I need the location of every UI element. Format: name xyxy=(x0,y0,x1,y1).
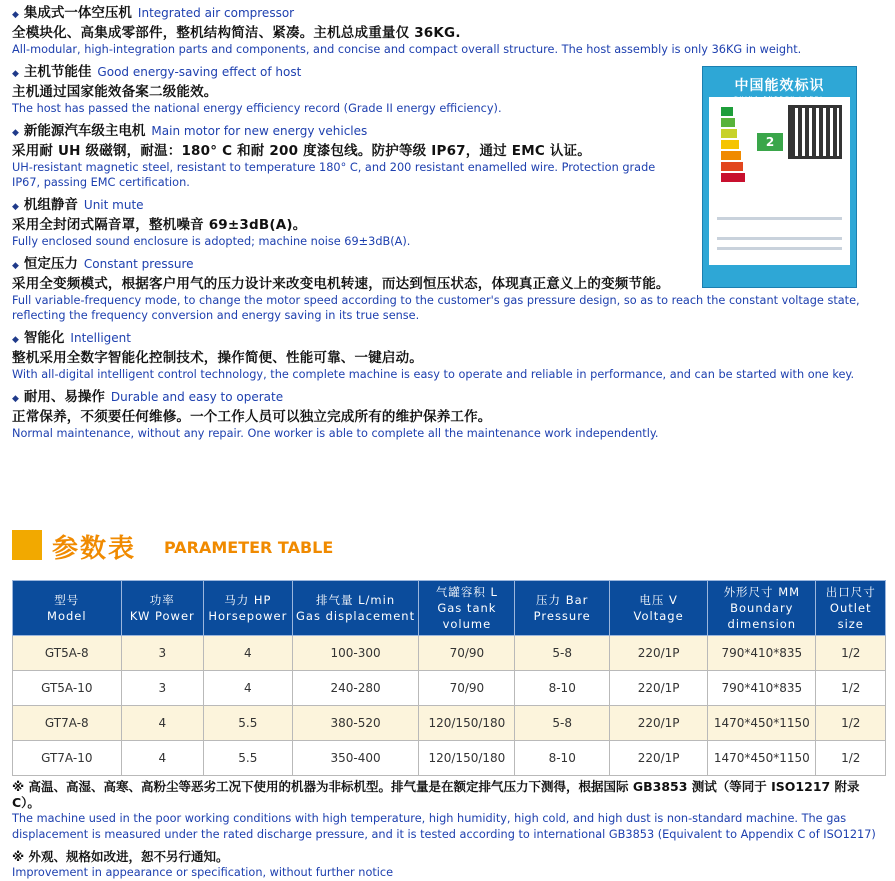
feature-desc-en: Full variable-frequency mode, to change the motor speed according to the customer's gas pressure design, so as to reach the constant voltage state, reflecting the frequency conversion and energy saving in its true sense. xyxy=(12,294,860,322)
table-cell: 100-300 xyxy=(292,636,419,671)
column-header-line: 排气量 L/min xyxy=(316,593,396,607)
feature-desc-cn: 正常保养，不须要任何维修。一个工作人员可以独立完成所有的维护保养工作。 xyxy=(12,409,492,425)
table-cell: 4 xyxy=(204,636,293,671)
diamond-bullet-icon: ◆ xyxy=(12,202,19,212)
column-header-line: 气罐容积 L xyxy=(435,585,498,599)
table-cell: 220/1P xyxy=(610,636,708,671)
energy-bar xyxy=(721,162,743,171)
feature-title-en: Unit mute xyxy=(83,198,144,212)
energy-label-title: 中国能效标识 xyxy=(734,78,825,94)
table-cell: GT5A-8 xyxy=(13,636,122,671)
table-cell: 1/2 xyxy=(816,671,886,706)
feature-title-cn: 机组静音 xyxy=(23,197,78,213)
feature-title-en: Good energy-saving effect of host xyxy=(97,65,302,79)
note-cn: ※ 外观、规格如改进，恕不另行通知。 xyxy=(12,849,229,864)
column-header xyxy=(816,581,886,636)
table-row xyxy=(13,671,886,706)
feature-desc-en: UH-resistant magnetic steel, resistant to temperature 180° C, and 200 resistant enamelled wire. Protection grade IP67, passing EMC certification. xyxy=(12,161,656,189)
feature-title-en: Integrated air compressor xyxy=(137,6,295,20)
energy-bar xyxy=(721,140,739,149)
diamond-bullet-icon: ◆ xyxy=(12,69,19,79)
energy-bar xyxy=(721,129,737,138)
column-header-line: 功率 xyxy=(149,593,175,607)
table-body xyxy=(13,636,886,776)
feature-title-cn: 耐用、易操作 xyxy=(23,389,105,405)
feature-desc-en: Fully enclosed sound enclosure is adopted; machine noise 69±3dB(A). xyxy=(12,235,411,248)
column-header-line: Gas displacement xyxy=(296,609,416,623)
column-header-line: Voltage xyxy=(633,609,684,623)
column-header-line: 压力 Bar xyxy=(536,593,589,607)
heading-en: PARAMETER TABLE xyxy=(164,538,334,557)
table-cell: 1/2 xyxy=(816,706,886,741)
energy-bar xyxy=(721,118,735,127)
feature-desc-cn: 采用全变频模式，根据客户用气的压力设计来改变电机转速，而达到恒压状态，体现真正意义上的变频节能。 xyxy=(12,276,670,292)
table-cell: 8-10 xyxy=(515,671,610,706)
table-cell: 4 xyxy=(121,741,203,776)
energy-label-panel xyxy=(709,97,850,265)
diamond-bullet-icon: ◆ xyxy=(12,128,19,138)
table-cell: 380-520 xyxy=(292,706,419,741)
diamond-bullet-icon: ◆ xyxy=(12,394,19,404)
column-header-line: 型号 xyxy=(54,593,80,607)
energy-bar xyxy=(721,173,745,182)
column-header-line: 电压 V xyxy=(639,593,678,607)
table-cell: 350-400 xyxy=(292,741,419,776)
feature-durable xyxy=(12,388,890,441)
table-cell: 790*410*835 xyxy=(708,671,816,706)
feature-desc-cn: 整机采用全数字智能化控制技术，操作简便、性能可靠、一键启动。 xyxy=(12,350,423,366)
column-header-line: Outlet xyxy=(829,601,872,615)
table-cell: 5.5 xyxy=(204,741,293,776)
energy-grade-bars xyxy=(721,107,747,184)
feature-desc-cn: 全模块化、高集成零部件，整机结构简洁、紧凑。主机总成重量仅 36KG. xyxy=(12,25,461,41)
feature-title-cn: 主机节能佳 xyxy=(23,64,92,80)
table-cell: 1470*450*1150 xyxy=(708,741,816,776)
table-cell: 1/2 xyxy=(816,741,886,776)
heading-accent-bar xyxy=(12,530,42,560)
column-header xyxy=(515,581,610,636)
energy-grade-badge: 2 xyxy=(757,133,783,151)
column-header-line: Gas tank xyxy=(437,601,497,615)
feature-desc-en: The host has passed the national energy efficiency record (Grade II energy efficiency). xyxy=(12,102,502,115)
table-cell: 240-280 xyxy=(292,671,419,706)
note-en: Improvement in appearance or specification, without further notice xyxy=(12,866,394,879)
table-cell: 3 xyxy=(121,636,203,671)
energy-bar xyxy=(721,151,741,160)
table-cell: 8-10 xyxy=(515,741,610,776)
feature-title-cn: 集成式一体空压机 xyxy=(23,5,132,21)
note-en: The machine used in the poor working conditions with high temperature, high humidity, high cold, and high dust is non-standard machine. The gas displacement is measured under the rated discharge pressure, and it is tested according to international GB3853 (Equivalent to Appendix C of ISO1217) xyxy=(12,812,876,841)
table-cell: 4 xyxy=(121,706,203,741)
feature-desc-cn: 主机通过国家能效备案二级能效。 xyxy=(12,84,218,100)
table-cell: 5-8 xyxy=(515,706,610,741)
heading-cn: 参数表 xyxy=(52,534,137,564)
feature-title-cn: 智能化 xyxy=(23,330,65,346)
label-text-line xyxy=(717,217,842,220)
table-cell: 5-8 xyxy=(515,636,610,671)
parameter-table xyxy=(12,580,886,776)
feature-desc-en: Normal maintenance, without any repair. One worker is able to complete all the maintenance work independently. xyxy=(12,427,659,440)
table-cell: 5.5 xyxy=(204,706,293,741)
feature-title-en: Constant pressure xyxy=(83,257,194,271)
table-row xyxy=(13,741,886,776)
column-header-line: Model xyxy=(47,609,87,623)
table-cell: 220/1P xyxy=(610,741,708,776)
column-header xyxy=(419,581,515,636)
feature-title-cn: 新能源汽车级主电机 xyxy=(23,123,146,139)
table-cell: 120/150/180 xyxy=(419,741,515,776)
table-cell: 220/1P xyxy=(610,671,708,706)
feature-title-cn: 恒定压力 xyxy=(23,256,78,272)
feature-desc-en: With all-digital intelligent control technology, the complete machine is easy to operate and reliable in performance, and can be started with one key. xyxy=(12,368,855,381)
table-cell: 4 xyxy=(204,671,293,706)
feature-integrated-compressor xyxy=(12,4,890,57)
feature-desc-cn: 采用全封闭式隔音罩，整机噪音 69±3dB(A)。 xyxy=(12,217,307,233)
column-header-line: Horsepower xyxy=(208,609,288,623)
table-header-row xyxy=(13,581,886,636)
table-cell: 1470*450*1150 xyxy=(708,706,816,741)
table-cell: 790*410*835 xyxy=(708,636,816,671)
note-cn: ※ 高温、高湿、高寒、高粉尘等恶劣工况下使用的机器为非标机型。排气量是在额定排气压力下测得，根据国际 GB3853 测试（等同于 ISO1217 附录 C）。 xyxy=(12,779,860,810)
column-header xyxy=(121,581,203,636)
table-cell: 3 xyxy=(121,671,203,706)
diamond-bullet-icon: ◆ xyxy=(12,261,19,271)
footnotes xyxy=(12,779,888,881)
table-cell: GT7A-8 xyxy=(13,706,122,741)
feature-title-en: Intelligent xyxy=(70,331,131,345)
table-cell: 220/1P xyxy=(610,706,708,741)
column-header-line: 出口尺寸 xyxy=(825,585,876,599)
table-cell: 120/150/180 xyxy=(419,706,515,741)
column-header-line: Pressure xyxy=(533,609,591,623)
column-header-line: Boundary xyxy=(730,601,794,615)
table-cell: 1/2 xyxy=(816,636,886,671)
column-header xyxy=(292,581,419,636)
parameter-table-heading xyxy=(12,528,352,562)
column-header-line: dimension xyxy=(727,617,797,631)
label-text-line xyxy=(717,237,842,240)
feature-desc-cn: 采用耐 UH 级磁钢，耐温：180° C 和耐 200 度漆包线。防护等级 IP67，通过 EMC 认证。 xyxy=(12,143,591,159)
feature-title-en: Main motor for new energy vehicles xyxy=(151,124,368,138)
label-text-line xyxy=(717,247,842,250)
column-header-line: KW Power xyxy=(129,609,195,623)
table-cell: GT7A-10 xyxy=(13,741,122,776)
energy-label-image xyxy=(702,66,857,288)
column-header xyxy=(610,581,708,636)
table-row xyxy=(13,706,886,741)
feature-intelligent xyxy=(12,329,890,382)
table-cell: 70/90 xyxy=(419,636,515,671)
feature-desc-en: All-modular, high-integration parts and components, and concise and compact overall structure. The host assembly is only 36KG in weight. xyxy=(12,43,802,56)
table-cell: GT5A-10 xyxy=(13,671,122,706)
table-cell: 70/90 xyxy=(419,671,515,706)
column-header-line: size xyxy=(837,617,864,631)
energy-bar xyxy=(721,107,733,116)
diamond-bullet-icon: ◆ xyxy=(12,335,19,345)
feature-title-en: Durable and easy to operate xyxy=(110,390,284,404)
column-header-line: 马力 HP xyxy=(224,593,272,607)
column-header xyxy=(708,581,816,636)
diamond-bullet-icon: ◆ xyxy=(12,10,19,20)
column-header xyxy=(13,581,122,636)
column-header xyxy=(204,581,293,636)
table-row xyxy=(13,636,886,671)
qr-code-icon xyxy=(788,105,842,159)
column-header-line: 外形尺寸 MM xyxy=(723,585,801,599)
column-header-line: volume xyxy=(442,617,492,631)
